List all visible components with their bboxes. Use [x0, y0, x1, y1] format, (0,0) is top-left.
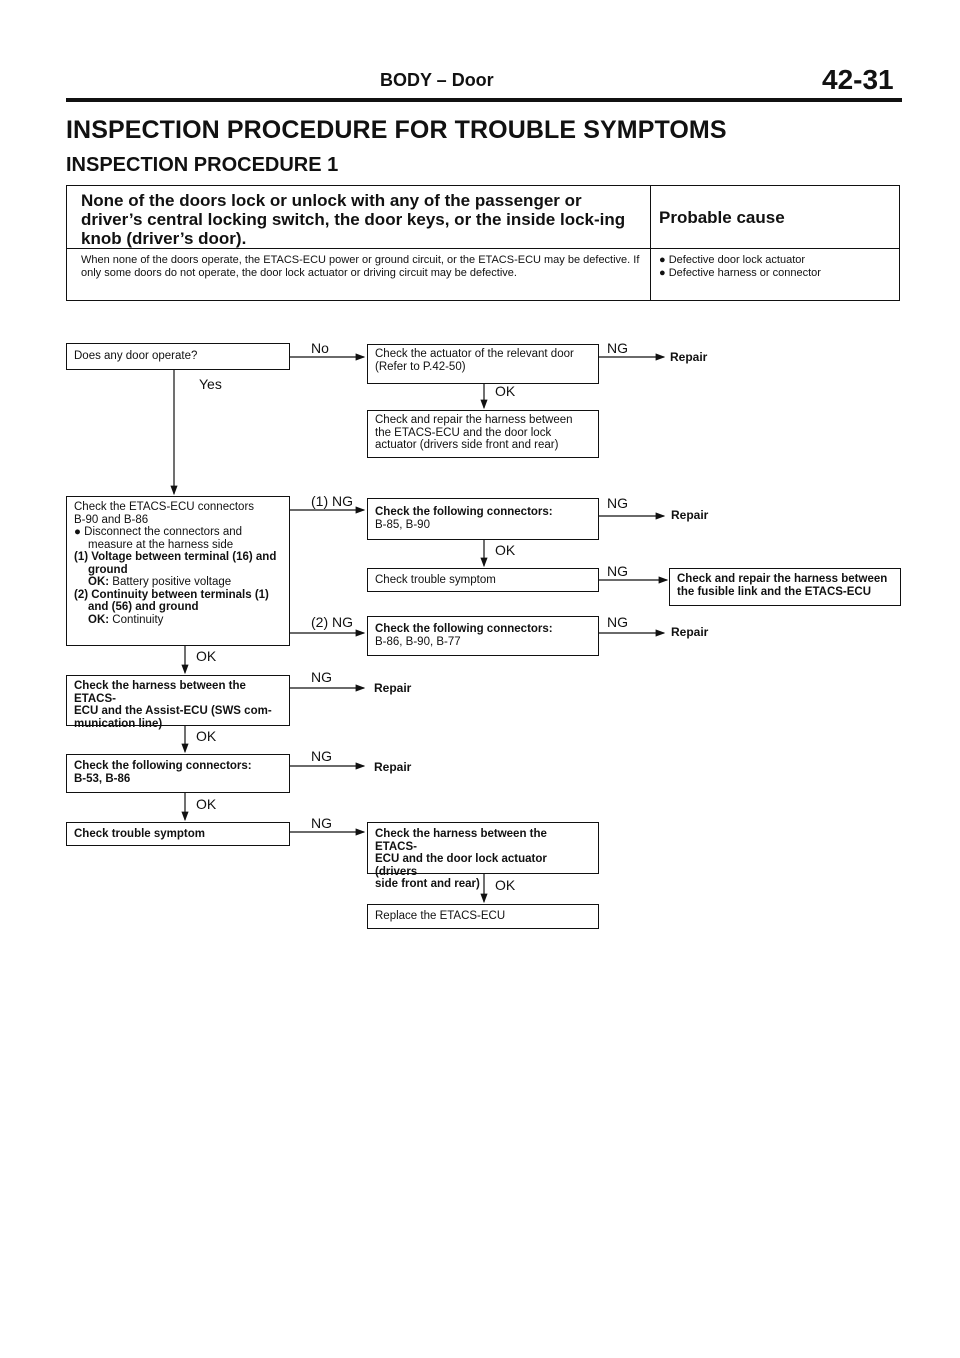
label-ng: NG [607, 495, 628, 511]
cause-item: ● Defective harness or connector [659, 267, 821, 279]
page-title: INSPECTION PROCEDURE FOR TROUBLE SYMPTOMS [66, 116, 727, 144]
repair-harness-fusible-box [669, 568, 901, 606]
connectors-list: B-85, B-90 [375, 518, 430, 531]
connectors-list: B-53, B-86 [74, 772, 131, 785]
ok-label: OK: [88, 613, 110, 626]
label-repair: Repair [671, 508, 709, 522]
label-ng-1: (1) NG [311, 493, 353, 509]
harness-fusible-line: Check and repair the harness between [677, 573, 888, 585]
page-number: 42-31 [822, 64, 894, 95]
connectors-title: Check the following connectors: [74, 760, 252, 772]
probable-cause-heading: Probable cause [659, 208, 785, 227]
check-connectors-3-box [66, 754, 290, 793]
harness-assist-line: ECU and the Assist-ECU (SWS com- [74, 705, 272, 717]
harness-actuator-line: Check the harness between the ETACS- [375, 828, 547, 853]
etacs-line: measure at the harness side [88, 538, 234, 551]
label-repair: Repair [374, 760, 412, 774]
label-ng: NG [311, 748, 332, 764]
check-trouble-symptom-1: Check trouble symptom [367, 568, 599, 592]
label-ok: OK [495, 877, 516, 893]
symptom-text: None of the doors lock or unlock with any of the passenger or driver’s central locking switch, the door keys, or the inside lock-ing knob (driver’s door). [81, 191, 626, 248]
harness-assist-line: munication line) [74, 717, 163, 730]
check-harness-assist-box [66, 675, 290, 730]
section-title: BODY – Door [380, 70, 494, 90]
question-door-operate: Does any door operate? [66, 343, 290, 370]
etacs-line: Check the ETACS-ECU connectors [74, 501, 255, 513]
label-ng: NG [311, 815, 332, 831]
label-ng-2: (2) NG [311, 614, 353, 630]
connectors-title: Check the following connectors: [375, 506, 553, 518]
harness-fusible-line: the fusible link and the ETACS-ECU [677, 585, 872, 598]
etacs-line: B-90 and B-86 [74, 513, 149, 526]
harness-assist-line: Check the harness between the ETACS- [74, 680, 246, 705]
harness-actuator-line: ECU and the door lock actuator (drivers [375, 853, 547, 878]
check-connectors-2-box [367, 616, 599, 656]
label-no: No [311, 340, 329, 356]
label-ok: OK [495, 383, 516, 399]
ok-label: OK: [88, 576, 110, 588]
connectors-list: B-86, B-90, B-77 [375, 635, 461, 648]
etacs-line: and (56) and ground [88, 601, 199, 613]
label-ng: NG [607, 614, 628, 630]
etacs-line: (1) Voltage between terminal (16) and [74, 551, 277, 563]
label-ng: NG [607, 340, 628, 356]
label-yes: Yes [199, 376, 222, 392]
check-etacs-connectors-box [66, 496, 290, 646]
check-actuator-box [367, 344, 599, 384]
label-repair: Repair [671, 625, 709, 639]
label-ng: NG [607, 563, 628, 579]
label-ok: OK [196, 728, 217, 744]
connectors-title: Check the following connectors: [375, 623, 553, 635]
label-ok: OK [196, 796, 217, 812]
cause-item: ● Defective door lock actuator [659, 254, 806, 266]
label-repair: Repair [670, 350, 708, 364]
check-connectors-1-box [367, 498, 599, 540]
etacs-line: Battery positive voltage [109, 576, 232, 588]
label-ok: OK [196, 648, 217, 664]
symptom-description: When none of the doors operate, the ETACS-ECU power or ground circuit, or the ETACS-ECU may be defective. If only some doors do not operate, the door lock actuator or driving circuit may be defective. [81, 254, 640, 279]
etacs-line: Continuity [109, 613, 164, 626]
label-ng: NG [311, 669, 332, 685]
check-actuator-text: Check the actuator of the relevant door [375, 348, 574, 360]
etacs-line: (2) Continuity between terminals (1) [74, 588, 269, 601]
check-repair-harness-box: Check and repair the harness between the ETACS-ECU and the door lock actuator (drivers side front and rear) [367, 410, 599, 458]
etacs-line: ground [88, 563, 128, 576]
procedure-title: INSPECTION PROCEDURE 1 [66, 154, 339, 176]
etacs-line: ● Disconnect the connectors and [74, 526, 243, 538]
check-trouble-symptom-2: Check trouble symptom [66, 822, 290, 846]
label-ok: OK [495, 542, 516, 558]
label-repair: Repair [374, 681, 412, 695]
replace-etacs-box: Replace the ETACS-ECU [367, 904, 599, 929]
check-actuator-ref: (Refer to P.42-50) [375, 360, 466, 373]
harness-actuator-line: side front and rear) [375, 878, 480, 890]
